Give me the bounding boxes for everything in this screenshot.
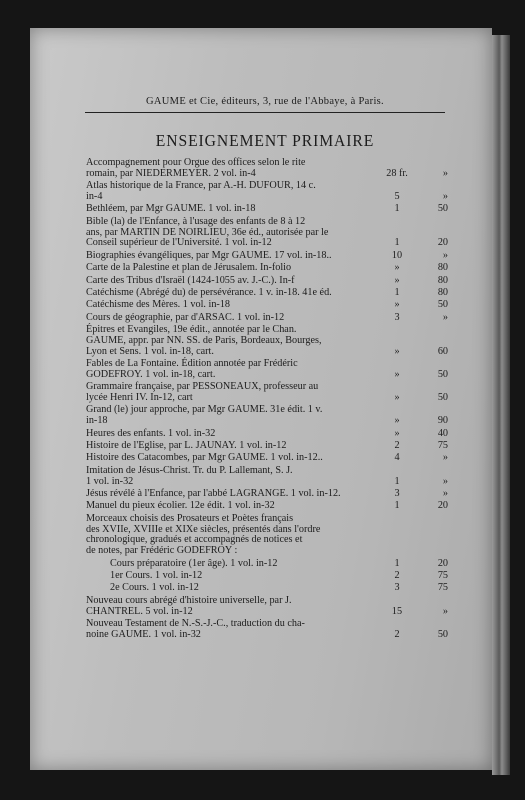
entry-title: Manuel du pieux écolier. 12e édit. 1 vol. in-32: [86, 500, 275, 512]
price-centimes: 80: [437, 274, 448, 286]
catalog-entry: [86, 453, 454, 464]
entry-title: Cours de géographie, par d'ARSAC. 1 vol. in-12: [86, 311, 285, 323]
price-centimes: »: [442, 167, 448, 179]
entry-title: Nouveau Testament de N.-S.-J.-C., traduction du cha-: [86, 617, 305, 629]
catalog-entry: [86, 466, 454, 488]
entry-title: Carte des Tribus d'Israël (1424-1055 av. J.-C.). In-f: [86, 274, 295, 286]
price-centimes: »: [442, 311, 448, 323]
price-centimes: 50: [437, 203, 448, 215]
catalog-entry: [86, 359, 454, 381]
price-centimes: 20: [437, 500, 448, 512]
price-centimes: »: [442, 475, 448, 487]
entry-text: Lyon et Sens. 1 vol. in-18, cart.: [86, 345, 214, 357]
price-francs: 3: [394, 488, 400, 499]
entry-text: GAUME, appr. par NN. SS. de Paris, Bordeaux, Bourges,: [86, 334, 322, 346]
entry-title: Jésus révélé à l'Enfance, par l'abbé LAGRANGE. 1 vol. in-12.: [86, 488, 341, 499]
price-centimes: 60: [437, 345, 448, 357]
entry-title: 2e Cours. 1 vol. in-12: [110, 582, 199, 594]
entry-title: Bible (la) de l'Enfance, à l'usage des enfants de 8 à 12: [86, 215, 306, 227]
price-centimes: 80: [437, 262, 448, 274]
price-centimes: »: [442, 605, 448, 617]
price-francs: 4: [394, 452, 400, 464]
price-francs: »: [394, 299, 400, 311]
catalog-entry: [86, 276, 454, 287]
price-francs: 10: [391, 249, 403, 261]
price-francs: »: [394, 368, 400, 380]
price-francs: »: [394, 262, 400, 274]
price-francs: 1: [394, 475, 400, 487]
entry-text: romain, par NIEDERMEYER. 2 vol. in-4: [86, 167, 256, 179]
catalog-entry: [86, 325, 454, 357]
catalog-entry: [86, 596, 454, 618]
price-centimes: 20: [437, 237, 448, 249]
catalog-entry: [86, 514, 454, 557]
entry-text: Conseil supérieur de l'Université. 1 vol. in-12: [86, 237, 272, 249]
entry-title: 1er Cours. 1 vol. in-12: [110, 569, 203, 581]
entry-title: Nouveau cours abrégé d'histoire universelle, par J.: [86, 594, 292, 606]
catalog-entry: [86, 181, 454, 203]
catalog-entry: [86, 489, 454, 500]
price-centimes: 40: [437, 427, 448, 439]
entry-title: Grand (le) jour approche, par Mgr GAUME. 31e édit. 1 v.: [86, 404, 323, 416]
entry-text: GODEFROY. 1 vol. in-18, cart.: [86, 368, 216, 380]
section-title: ENSEIGNEMENT PRIMAIRE: [155, 131, 375, 150]
entry-title: Fables de La Fontaine. Édition annotée par Frédéric: [86, 358, 298, 370]
catalog-entry: [86, 441, 454, 452]
entry-title: Catéchisme (Abrégé du) de persévérance. 1 v. in-18. 41e éd.: [86, 286, 332, 298]
entry-title: Carte de la Palestine et plan de Jérusalem. In-folio: [86, 262, 292, 274]
catalog-entry: [86, 217, 454, 249]
entry-title: Biographies évangéliques, par Mgr GAUME. 17 vol. in-18..: [86, 249, 332, 261]
entry-text: ans, par MARTIN DE NOIRLIEU, 36e éd., autorisée par le: [86, 226, 329, 238]
entry-title: Heures des enfants. 1 vol. in-32: [86, 427, 216, 439]
price-francs: 5: [394, 190, 400, 202]
entry-text: de notes, par Frédéric GODEFROY :: [86, 545, 238, 557]
price-francs: 2: [394, 440, 400, 452]
catalog-list: [86, 158, 454, 642]
price-francs: »: [394, 274, 400, 286]
entry-text: in-4: [86, 190, 103, 202]
entry-title: Atlas historique de la France, par A.-H. DUFOUR, 14 c.: [86, 180, 316, 192]
entry-title: Cours préparatoire (1er âge). 1 vol. in-12: [110, 557, 278, 569]
entry-title: Morceaux choisis des Prosateurs et Poètes français: [86, 512, 294, 524]
price-francs: 3: [394, 311, 400, 323]
entry-title: Imitation de Jésus-Christ. Tr. du P. Lallemant, S. J.: [86, 464, 293, 476]
price-francs: 1: [394, 557, 400, 569]
price-francs: »: [394, 392, 400, 404]
catalog-entry: [86, 405, 454, 427]
price-centimes: 50: [437, 299, 448, 311]
price-centimes: »: [442, 249, 448, 261]
catalog-entry: [86, 251, 454, 262]
catalog-entry: [86, 382, 454, 404]
entry-text: in-18: [86, 415, 108, 427]
price-francs: »: [394, 427, 400, 439]
entry-text: 1 vol. in-32: [86, 475, 134, 487]
price-centimes: 50: [437, 368, 448, 380]
catalog-entry: [86, 619, 454, 641]
price-centimes: 90: [437, 415, 448, 427]
catalog-entry: [86, 158, 454, 180]
catalog-entry: [86, 288, 454, 299]
price-francs: 1: [394, 203, 400, 215]
price-francs: »: [394, 415, 400, 427]
price-francs: »: [394, 345, 400, 357]
entry-title: Épitres et Evangiles, 19e édit., annotée par le Chan.: [86, 324, 297, 336]
catalog-entry: [86, 429, 454, 440]
price-centimes: 50: [437, 392, 448, 404]
price-centimes: 75: [437, 582, 448, 594]
catalog-entry: [86, 501, 454, 512]
price-centimes: »: [442, 488, 448, 499]
price-centimes: 20: [437, 557, 448, 569]
price-centimes: 75: [437, 569, 448, 581]
catalog-entry: [86, 571, 454, 582]
price-francs: 3: [394, 582, 400, 594]
catalog-entry: [86, 313, 454, 324]
page-edge: [492, 35, 510, 775]
entry-text: des XVIIe, XVIIIe et XIXe siècles, présentés dans l'ordre: [86, 523, 321, 535]
price-francs: 2: [394, 628, 400, 640]
entry-title: Accompagnement pour Orgue des offices selon le rite: [86, 157, 306, 168]
price-francs: 15: [391, 605, 403, 617]
price-centimes: 80: [437, 286, 448, 298]
price-centimes: »: [442, 190, 448, 202]
price-francs: 1: [394, 237, 400, 249]
price-francs: 1: [394, 286, 400, 298]
price-centimes: 50: [437, 628, 448, 640]
price-francs: 1: [394, 500, 400, 512]
catalog-entry: [86, 300, 454, 311]
entry-text: chronologique, gradués et accompagnés de notices et: [86, 534, 303, 546]
price-centimes: 75: [437, 440, 448, 452]
price-centimes: »: [442, 452, 448, 464]
catalog-entry: [86, 263, 454, 274]
entry-text: lycée Henri IV. In-12, cart: [86, 392, 193, 404]
entry-title: Histoire de l'Eglise, par L. JAUNAY. 1 vol. in-12: [86, 440, 287, 452]
catalog-entry: [86, 559, 454, 570]
header-rule: [85, 112, 445, 113]
price-francs: 28 fr.: [386, 167, 408, 179]
publisher-header: GAUME et Cie, éditeurs, 3, rue de l'Abbaye, à Paris.: [146, 96, 384, 107]
entry-title: Grammaire française, par PESSONEAUX, professeur au: [86, 381, 319, 393]
entry-text: CHANTREL. 5 vol. in-12: [86, 605, 193, 617]
entry-title: Bethléem, par Mgr GAUME. 1 vol. in-18: [86, 203, 256, 215]
entry-text: noine GAUME. 1 vol. in-32: [86, 628, 201, 640]
entry-title: Catéchisme des Mères. 1 vol. in-18: [86, 299, 231, 311]
catalog-entry: [86, 583, 454, 594]
price-francs: 2: [394, 569, 400, 581]
entry-title: Histoire des Catacombes, par Mgr GAUME. 1 vol. in-12..: [86, 452, 323, 464]
catalog-entry: [86, 204, 454, 215]
